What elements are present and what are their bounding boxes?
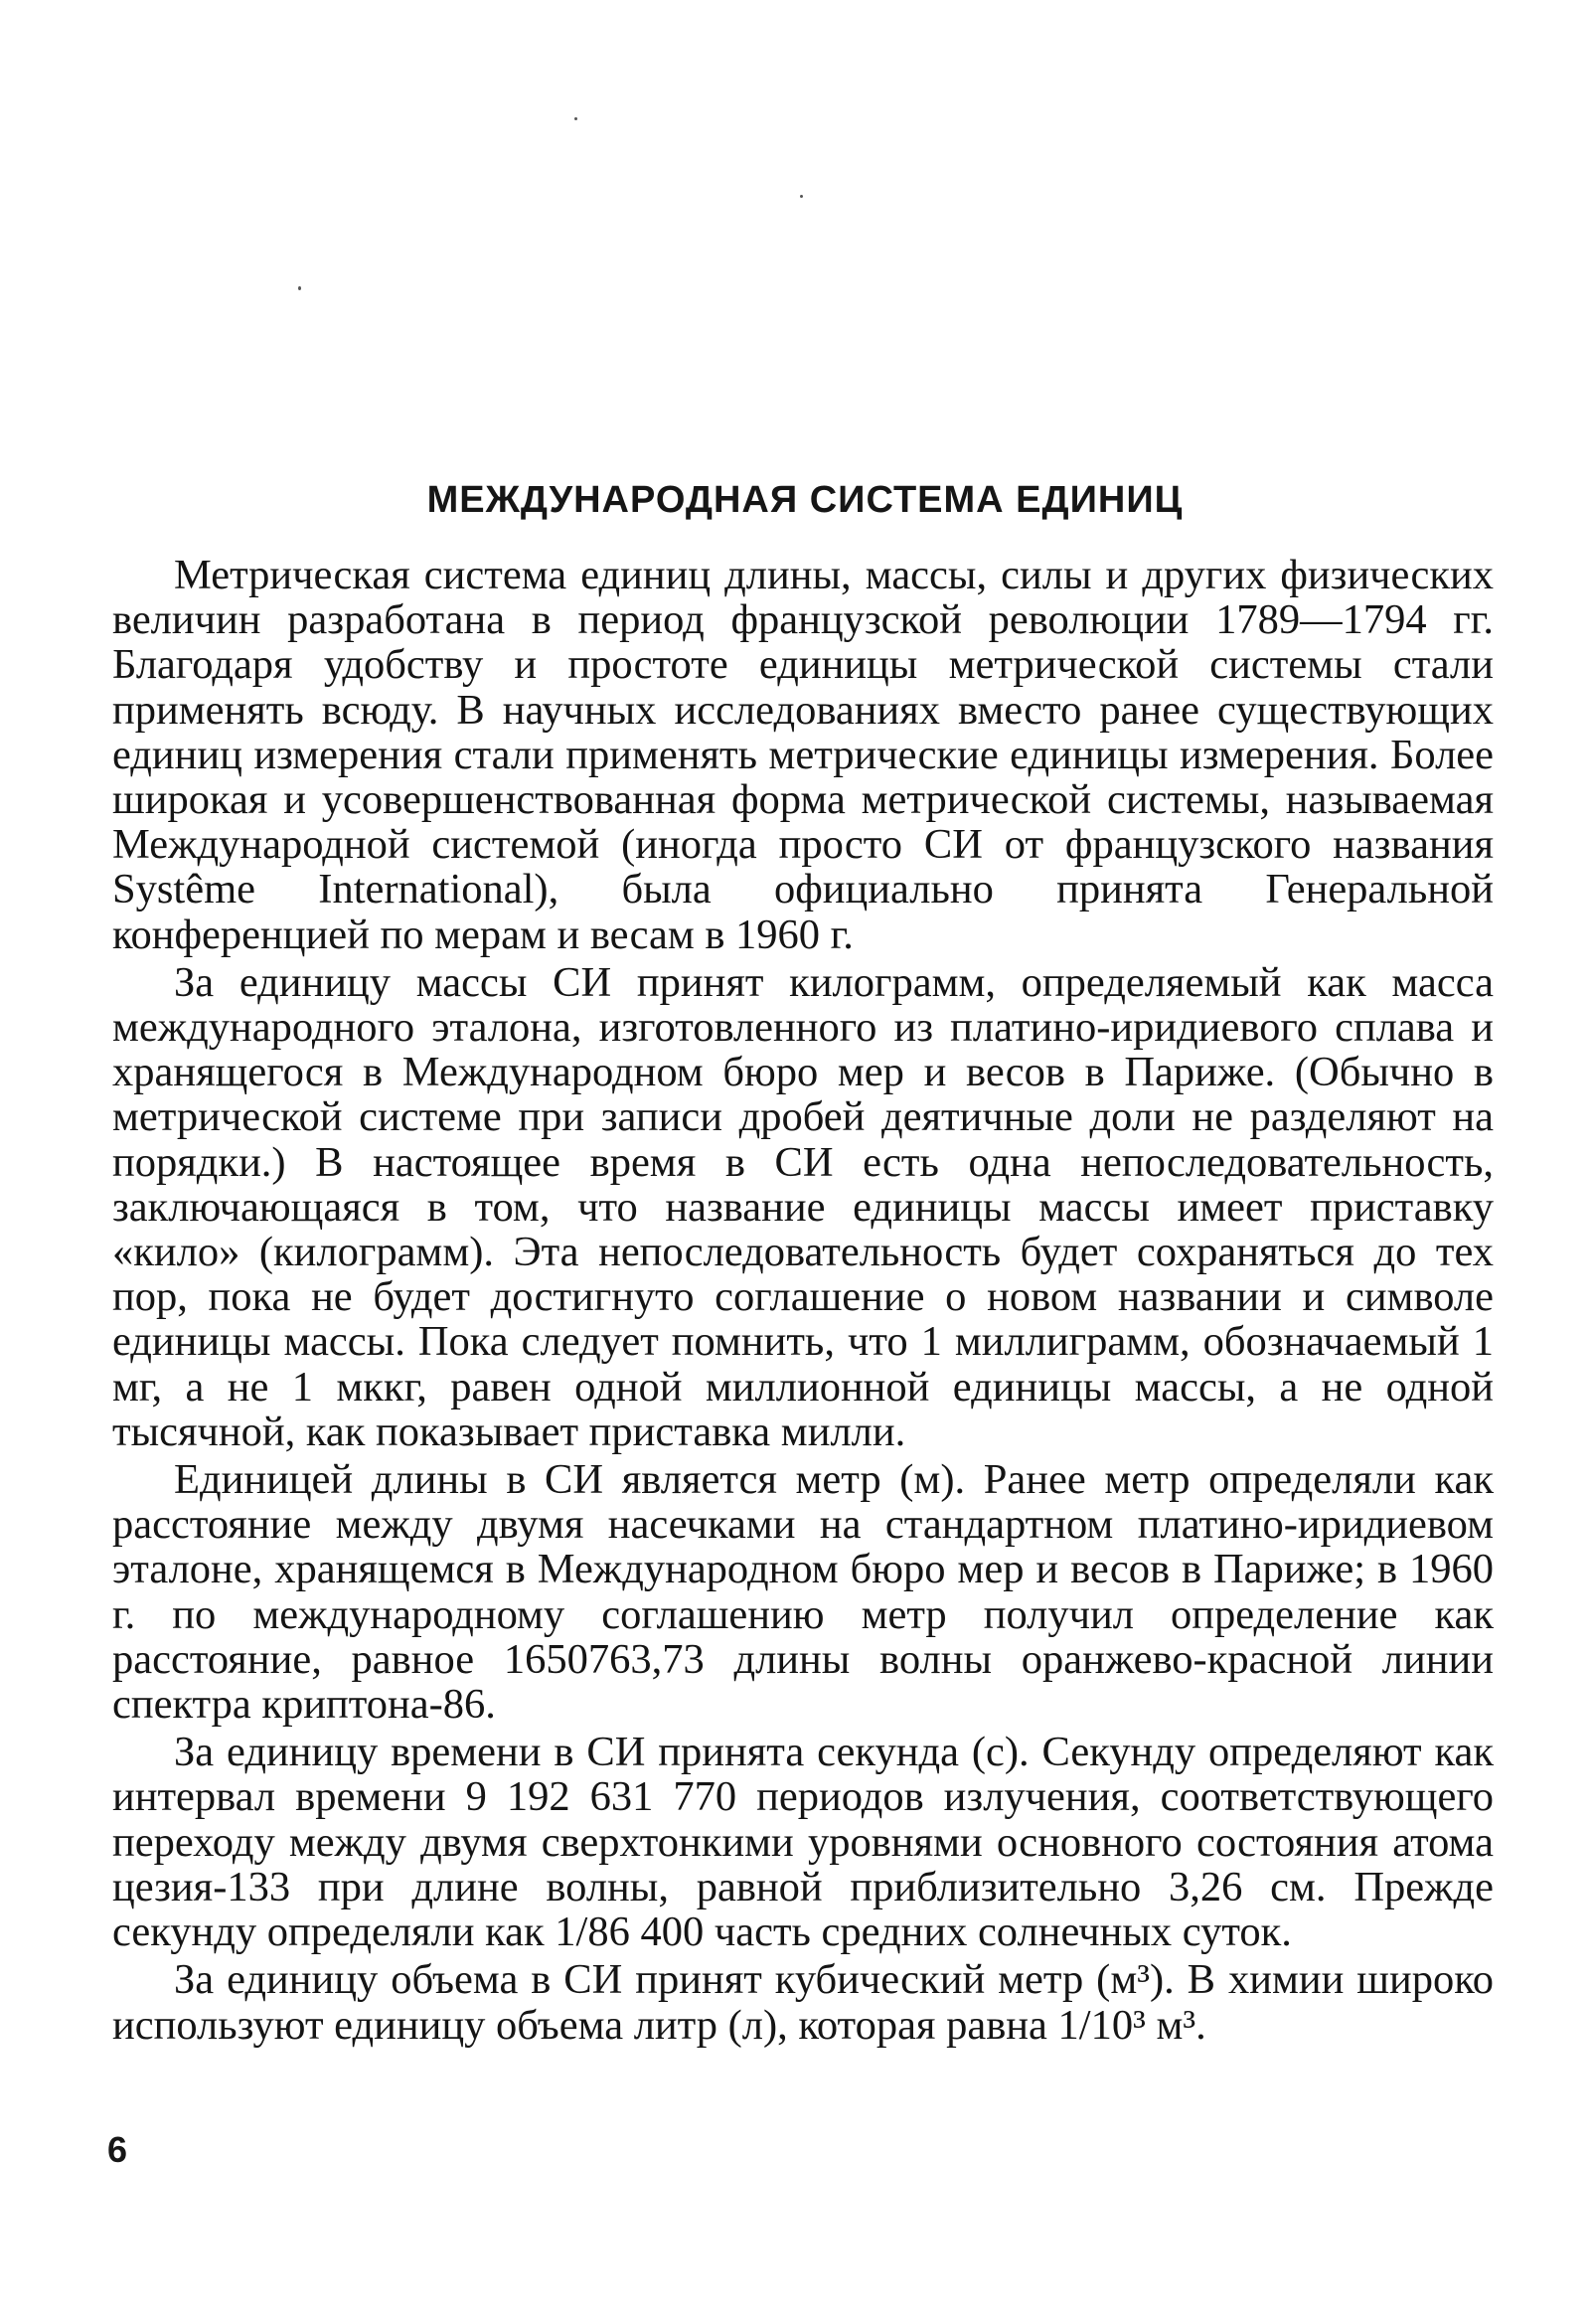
paragraph: Единицей длины в СИ является метр (м). Ранее метр определяли как расстояние между двумя насечками на стандартном платино-иридиевом эталоне, хранящемся в Международном бюро мер и весов в Париже; в 1960 г. по международному соглашению метр получил определение как расстояние, равное 1650763,73 длины волны оранжево-красной линии спектра криптона-86. — [112, 1456, 1494, 1729]
scan-speck — [298, 286, 301, 290]
chapter-title: МЕЖДУНАРОДНАЯ СИСТЕМА ЕДИНИЦ — [426, 479, 1184, 521]
paragraph: За единицу времени в СИ принята секунда (с). Секунду определяют как интервал времени 9 192 631 770 периодов излучения, соответствующего переходу между двумя сверхтонкими уровнями основного состояния атома цезия-133 при длине волны, равной приблизительно 3,26 см. Прежде секунду определяли как 1/86 400 часть средних солнечных суток. — [112, 1729, 1494, 1956]
paragraph: За единицу массы СИ принят килограмм, определяемый как масса международного эталона, изготовленного из платино-иридиевого сплава и хранящегося в Международном бюро мер и весов в Париже. (Обычно в метрической системе при записи дробей деятичные доли не разделяют на порядки.) В настоящее время в СИ есть одна непоследовательность, заключающаяся в том, что название единицы массы имеет приставку «кило» (килограмм). Эта непоследовательность будет сохраняться до тех пор, пока не будет достигнуто соглашение о новом названии и символе единицы массы. Пока следует помнить, что 1 миллиграмм, обозначаемый 1 мг, а не 1 мккг, равен одной миллионной единицы массы, а не одной тысячной, как показывает приставка милли. — [112, 958, 1494, 1455]
paragraph: Метрическая система единиц длины, массы, силы и других физических величин разработана в период французской революции 1789—1794 гг. Благодаря удобству и простоте единицы метрической системы стали применять всюду. В научных исследованиях вместо ранее существующих единиц измерения стали применять метрические единицы измерения. Более широкая и усовершенствованная форма метрической системы, называемая Международной системой (иногда просто СИ от французского названия Systême International), была официально принята Генеральной конференцией по мерам и весам в 1960 г. — [112, 552, 1494, 958]
page-number: 6 — [107, 2129, 128, 2170]
scan-speck — [800, 195, 803, 198]
scan-speck — [574, 117, 577, 120]
paragraph: За единицу объема в СИ принят кубический метр (м³). В химии широко используют единицу объема литр (л), которая равна 1/10³ м³. — [112, 1956, 1494, 2049]
body-text — [112, 553, 1494, 2051]
